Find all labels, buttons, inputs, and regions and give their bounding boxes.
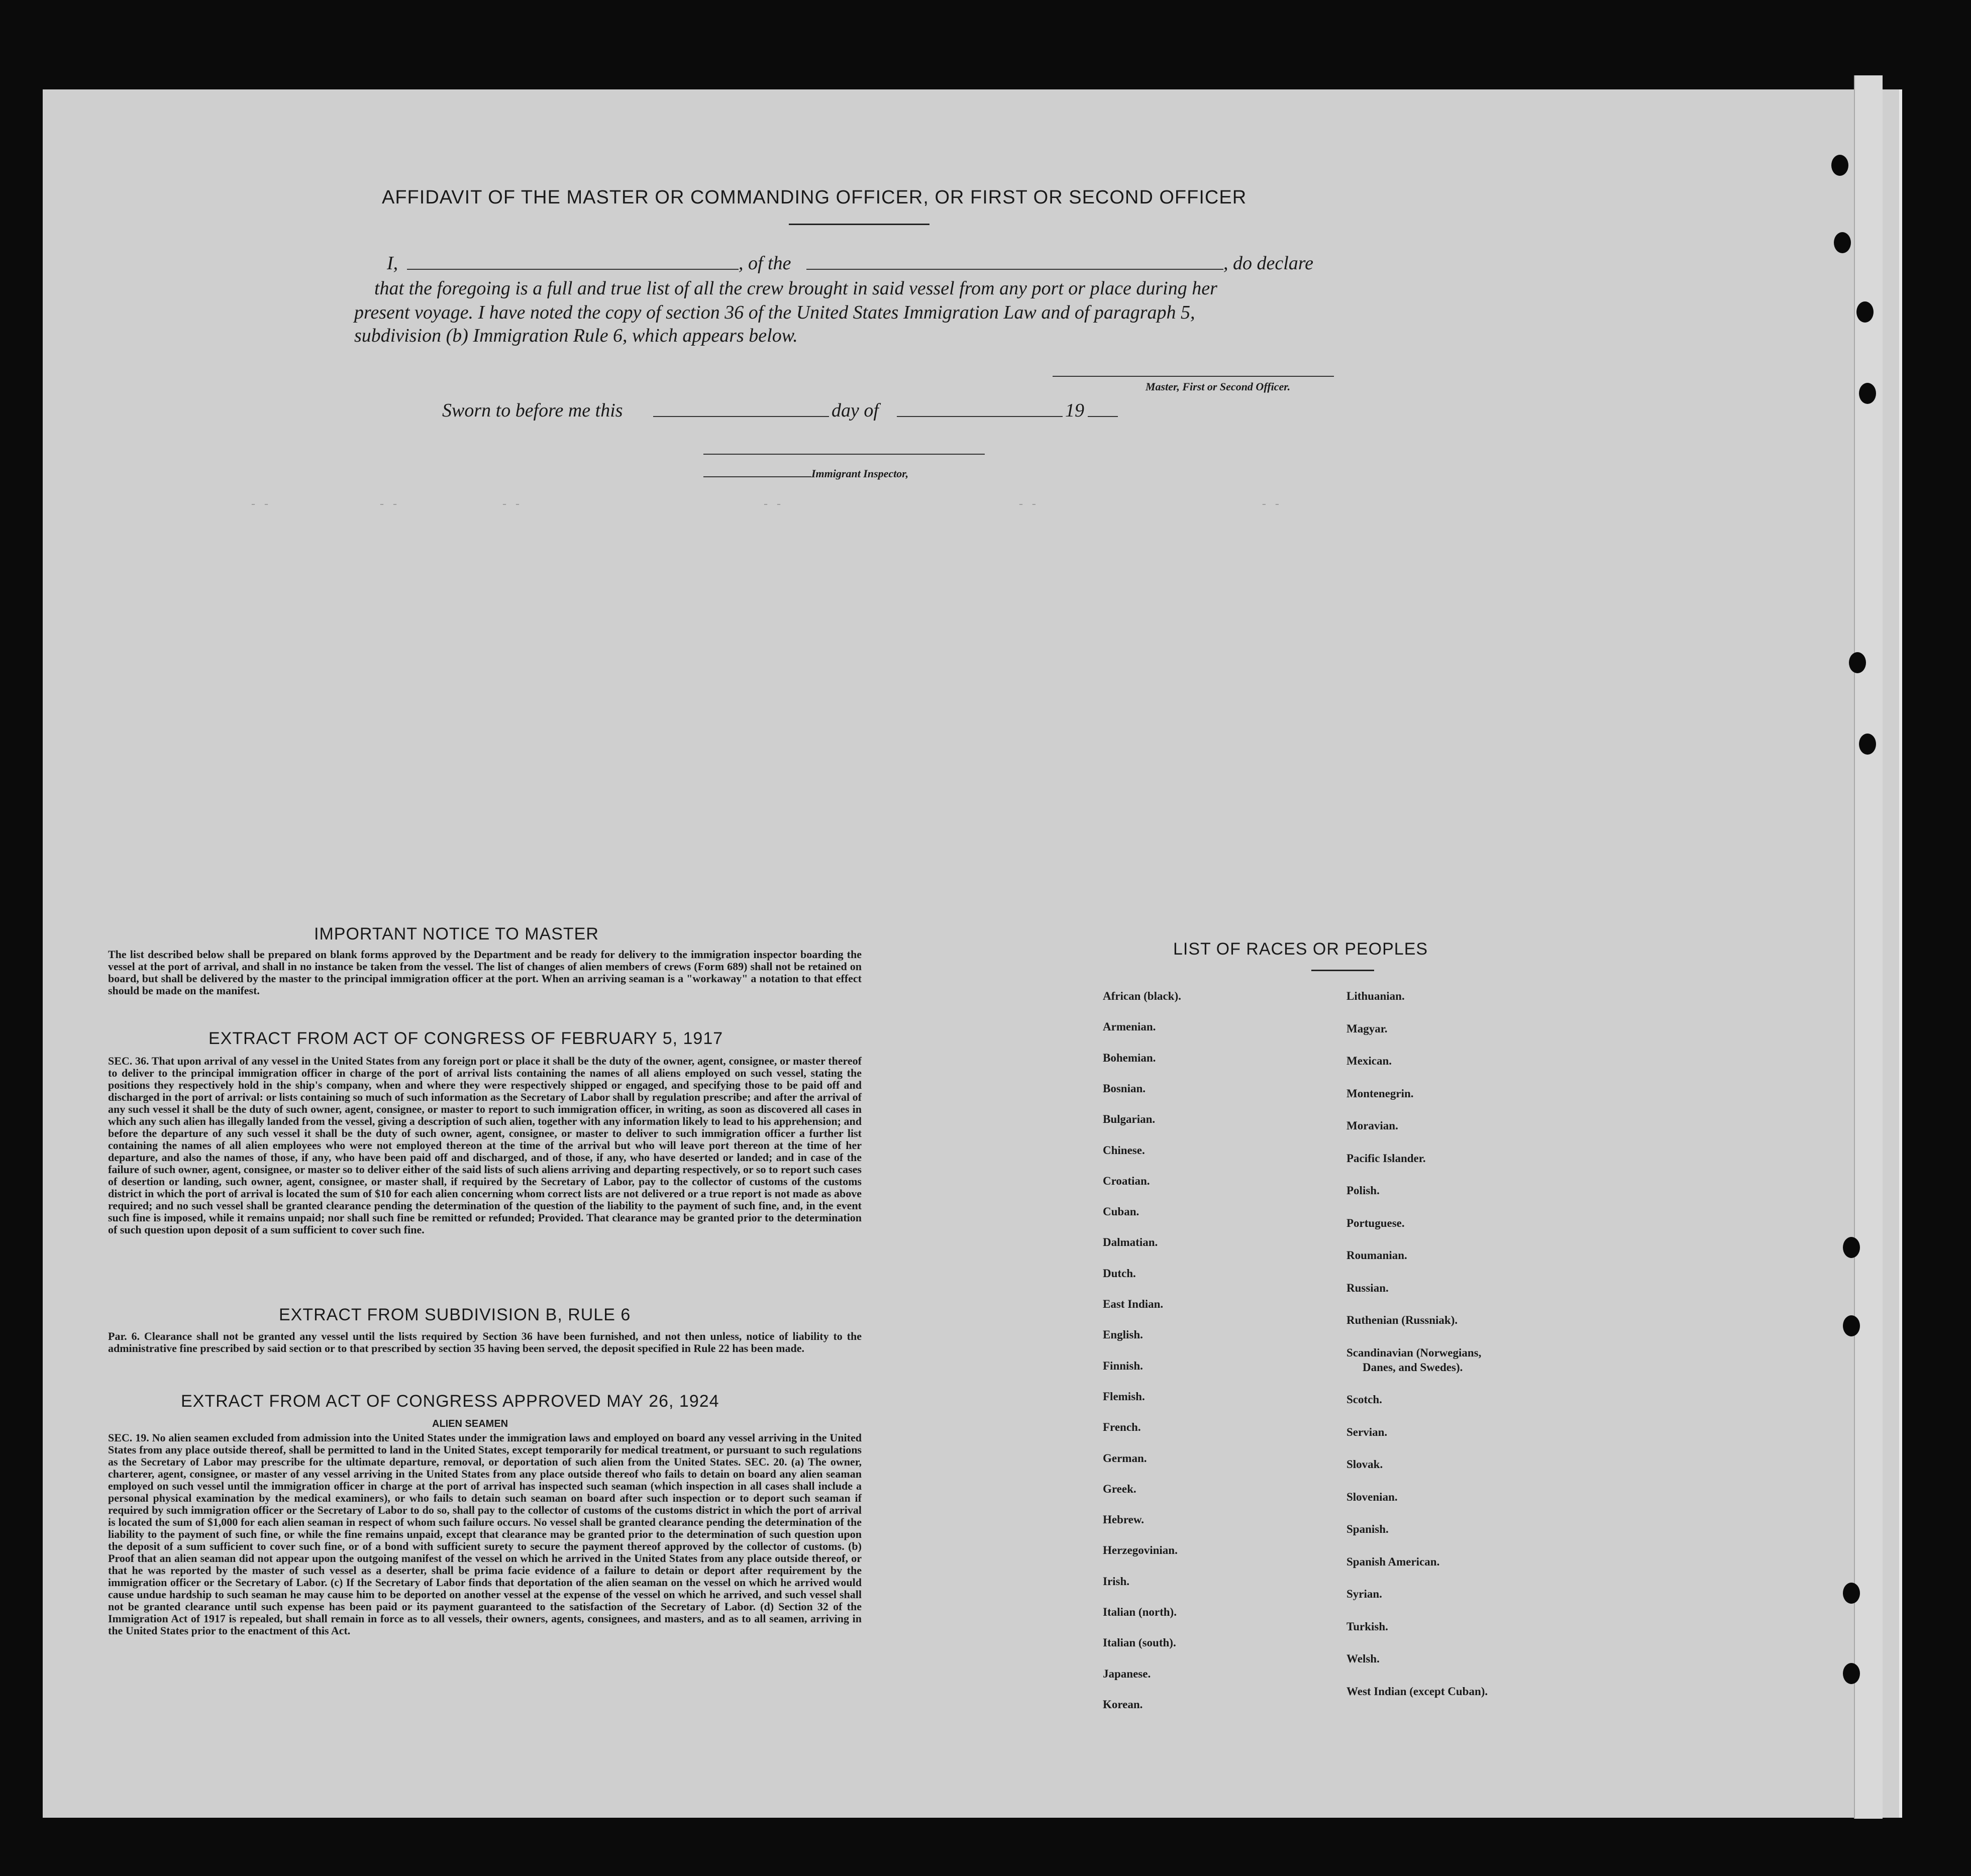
race-item: English. xyxy=(1103,1328,1143,1341)
sworn-day-blank[interactable] xyxy=(653,416,829,417)
race-item: Scandinavian (Norwegians, xyxy=(1346,1346,1482,1359)
affidavit-line: present voyage. I have noted the copy of section 36 of the United States Immigration Law and of paragraph 5, xyxy=(354,302,1195,323)
punch-hole xyxy=(1843,1583,1860,1604)
race-item: Greek. xyxy=(1103,1482,1136,1495)
race-item: Turkish. xyxy=(1346,1620,1388,1633)
affidavit-line: that the foregoing is a full and true list of all the crew brought in said vessel from any port or place during her xyxy=(374,278,1217,299)
page-edge xyxy=(1854,75,1883,1819)
race-item: French. xyxy=(1103,1421,1141,1434)
punch-hole xyxy=(1849,652,1866,673)
race-item: German. xyxy=(1103,1451,1147,1465)
heading-rule xyxy=(789,224,929,225)
race-item: Japanese. xyxy=(1103,1667,1151,1680)
race-item: Irish. xyxy=(1103,1575,1130,1588)
race-item: Syrian. xyxy=(1346,1588,1382,1600)
notice-text: The list described below shall be prepared on blank forms approved by the Department and be ready for delivery to the immigration inspector boarding the vessel at the port of arrival, and shall in no instance be taken from the vessel. The list of changes of alien members of crews (Form 689) shall not be retained on board, but shall be delivered by the master to the principal immigration officer at the port. When an arriving seaman is a "workaway" a notation to that effect should be made on the manifest. xyxy=(108,948,862,997)
extract-1924-text: SEC. 19. No alien seamen excluded from admission into the United States under the immigration laws and employed on board any vessel arriving in the United States from any place outside thereof, shall be permitted to land in the United States, except temporarily for medical treatment, or pursuant to such regulations as the Secretary of Labor may prescribe for the ultimate departure, removal, or deportation of such alien from the United States. SEC. 20. (a) The owner, charterer, agent, consignee, or master of any vessel arriving in the United States from any place outside thereof who fails to detain on board any alien seaman employed on such vessel until the immigration officer in charge at the port of arrival has inspected such seaman (which inspection in all cases shall include a personal physical examination by the medical examiners), or who fails to detain such seaman on board after such inspection or to deport such seaman if required by such immigration officer or the Secretary of Labor to do so, shall pay to the collector of customs of the customs district in which the port of arrival is located the sum of $1,000 for each alien seaman in respect of whom such failure occurs. No vessel shall be granted clearance pending the determination of the liability to the payment of such fine, or while the fine remains unpaid, except that clearance may be granted prior to the determination of such question upon the deposit of a sum sufficient to cover such fine, or of a bond with sufficient surety to secure the payment thereof approved by the collector of customs. (b) Proof that an alien seaman did not appear upon the outgoing manifest of the vessel on which he arrived in the United States from any place outside thereof, or that he was reported by the master of such vessel as a deserter, shall be prima facie evidence of a failure to detain or deport after requirement by the immigration officer or the Secretary of Labor. (c) If the Secretary of Labor finds that deportation of the alien seaman on the vessel on which he arrived would cause undue hardship to such seaman he may cause him to be deported on another vessel at the expense of the vessel on which he arrived, and such vessel shall not be granted clearance until such expense has been paid or its payment guaranteed to the satisfaction of the Secretary of Labor. (d) Section 32 of the Immigration Act of 1917 is repealed, but shall remain in force as to all vessels, their owners, agents, consignees, and masters, and as to all seamen, arriving in the United States prior to the enactment of this Act. xyxy=(108,1431,862,1637)
race-item: Bohemian. xyxy=(1103,1051,1156,1064)
affidavit-heading: AFFIDAVIT OF THE MASTER OR COMMANDING OFFICER, OR FIRST OR SECOND OFFICER xyxy=(382,187,1247,208)
vessel-label: , of the xyxy=(739,253,791,274)
race-item: Ruthenian (Russniak). xyxy=(1346,1314,1458,1326)
inspector-name-blank[interactable] xyxy=(703,476,811,477)
race-item: Bosnian. xyxy=(1103,1082,1146,1095)
race-item: Mexican. xyxy=(1346,1055,1392,1067)
punch-hole xyxy=(1843,1315,1860,1336)
races-rule xyxy=(1311,970,1374,971)
declarant-name-blank[interactable] xyxy=(407,269,739,270)
alien-seamen-subheading: ALIEN SEAMEN xyxy=(432,1418,508,1429)
race-item: Spanish. xyxy=(1346,1523,1389,1535)
race-item: Portuguese. xyxy=(1346,1216,1405,1229)
punch-hole xyxy=(1859,734,1876,755)
race-item: Roumanian. xyxy=(1346,1249,1407,1262)
race-item: Danes, and Swedes). xyxy=(1363,1361,1463,1374)
race-item: East Indian. xyxy=(1103,1298,1164,1310)
sworn-month-blank[interactable] xyxy=(897,416,1063,417)
race-item: Slovenian. xyxy=(1346,1490,1398,1503)
punch-hole xyxy=(1856,301,1874,323)
race-item: Cuban. xyxy=(1103,1205,1139,1218)
race-item: Korean. xyxy=(1103,1698,1143,1711)
race-item: Polish. xyxy=(1346,1184,1380,1197)
day-of-label: day of xyxy=(832,400,879,421)
race-item: Moravian. xyxy=(1346,1119,1398,1132)
race-item: Dutch. xyxy=(1103,1267,1136,1280)
race-item: Servian. xyxy=(1346,1425,1388,1438)
race-item: Italian (south). xyxy=(1103,1636,1176,1649)
race-item: Herzegovinian. xyxy=(1103,1544,1178,1557)
bleed-through: - - - - - - - - - - - - xyxy=(251,497,1282,510)
extract-1917-text: SEC. 36. That upon arrival of any vessel in the United States from any foreign port or place it shall be the duty of the owner, agent, consignee, or master thereof to deliver to the principal immigration officer in charge of the port of arrival lists containing the names of all aliens employed on such vessel, stating the positions they respectively hold in the ship's company, when and where they were respectively shipped or engaged, and specifying those to be paid off and discharged in the port of arrival: or lists containing so much of such information as the Secretary of Labor shall by regulation prescribe; and after the arrival of any such vessel it shall be the duty of such owner, agent, consignee, or master to report to such immigration officer, in writing, as soon as discovered all cases in which any such alien has illegally landed from the vessel, giving a description of such alien, together with any information likely to lead to his apprehension; and before the departure of any such vessel it shall be the duty of such owner, agent, consignee, or master to deliver to such immigration officer a further list containing the names of all alien employees who were not employed thereon at the time of the arrival but who will leave port thereon at the time of her departure, and also the names of those, if any, who have been paid off and discharged, and of those, if any, who have deserted or landed; and in case of the failure of such owner, agent, consignee, or master so to deliver either of the said lists of such aliens arriving and departing respectively, or so to report such cases of desertion or landing, such owner, agent, consignee, or master shall, if required by the Secretary of Labor, pay to the collector of customs of the customs district in which the port of arrival is located the sum of $10 for each alien concerning whom correct lists are not delivered or a true report is not made as above required; and no such vessel shall be granted clearance pending the determination of the question of the liability to the payment of such fine, and, in the event such fine is imposed, while it remains unpaid; nor shall such fine be remitted or refunded; Provided. That clearance may be granted prior to the determination of such question upon deposit of a sum sufficient to cover such fine. xyxy=(108,1055,862,1236)
signature-blank[interactable] xyxy=(1053,376,1334,377)
race-item: Dalmatian. xyxy=(1103,1236,1158,1249)
sworn-year-blank[interactable] xyxy=(1088,416,1118,417)
race-item: Magyar. xyxy=(1346,1022,1388,1035)
race-item: Spanish American. xyxy=(1346,1555,1440,1568)
punch-hole xyxy=(1859,383,1876,404)
affidavit-line: subdivision (b) Immigration Rule 6, which appears below. xyxy=(354,325,798,346)
inspector-caption: Immigrant Inspector, xyxy=(811,467,909,480)
punch-hole xyxy=(1843,1237,1860,1258)
race-item: Croatian. xyxy=(1103,1174,1150,1187)
race-item: Lithuanian. xyxy=(1346,990,1405,1002)
race-item: West Indian (except Cuban). xyxy=(1346,1685,1488,1698)
race-item: Russian. xyxy=(1346,1281,1389,1294)
punch-hole xyxy=(1834,232,1851,253)
punch-hole xyxy=(1843,1663,1860,1684)
race-item: Finnish. xyxy=(1103,1359,1143,1372)
subdivision-text: Par. 6. Clearance shall not be granted any vessel until the lists required by Section 36 have been furnished, and not then unless, notice of liability to the administrative fine prescribed by said section or to that prescribed by section 35 having been served, the deposit specified in Rule 22 has been made. xyxy=(108,1330,862,1354)
race-item: Hebrew. xyxy=(1103,1513,1144,1526)
year-label: 19 xyxy=(1065,400,1084,421)
extract-1917-heading: EXTRACT FROM ACT OF CONGRESS OF FEBRUARY 5, 1917 xyxy=(209,1029,723,1048)
race-item: African (black). xyxy=(1103,990,1181,1002)
subdivision-heading: EXTRACT FROM SUBDIVISION B, RULE 6 xyxy=(279,1305,631,1324)
race-item: Welsh. xyxy=(1346,1652,1380,1665)
inspector-signature-blank[interactable] xyxy=(703,454,985,455)
punch-hole xyxy=(1831,155,1848,176)
race-item: Scotch. xyxy=(1346,1393,1382,1406)
races-heading: LIST OF RACES OR PEOPLES xyxy=(1173,940,1428,959)
notice-heading: IMPORTANT NOTICE TO MASTER xyxy=(314,924,599,944)
declarant-label: I, xyxy=(387,253,398,274)
race-item: Slovak. xyxy=(1346,1458,1383,1471)
race-item: Armenian. xyxy=(1103,1020,1156,1033)
vessel-name-blank[interactable] xyxy=(806,269,1223,270)
extract-1924-heading: EXTRACT FROM ACT OF CONGRESS APPROVED MAY 26, 1924 xyxy=(181,1392,719,1411)
race-item: Chinese. xyxy=(1103,1143,1145,1157)
race-item: Flemish. xyxy=(1103,1390,1145,1403)
race-item: Bulgarian. xyxy=(1103,1113,1156,1126)
declare-label: , do declare xyxy=(1223,253,1314,274)
race-item: Montenegrin. xyxy=(1346,1087,1414,1100)
race-item: Italian (north). xyxy=(1103,1606,1177,1618)
race-item: Pacific Islander. xyxy=(1346,1152,1426,1165)
signature-caption: Master, First or Second Officer. xyxy=(1146,380,1291,393)
sworn-label: Sworn to before me this xyxy=(442,400,623,421)
